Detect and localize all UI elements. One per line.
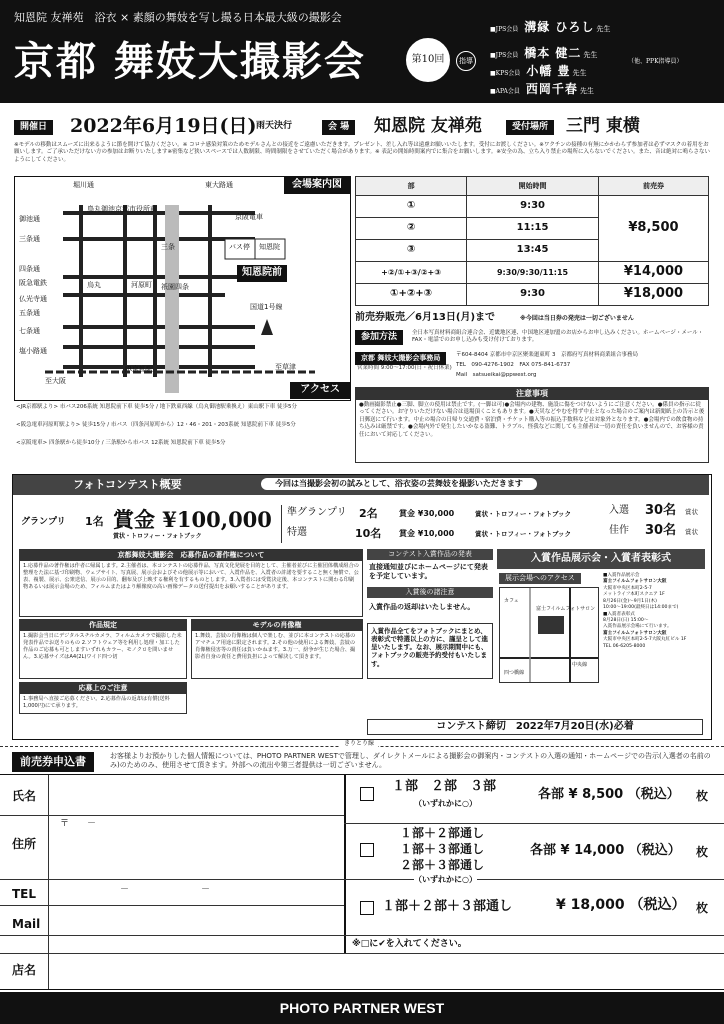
cell: 9:30 — [467, 284, 599, 306]
divider — [281, 505, 282, 543]
exhibit-detail: ■入賞者表彰式 — [603, 611, 635, 617]
field-label-address: 住所 — [12, 837, 37, 851]
exhibit-detail: 大阪市中央区本町2-5-7 — [603, 585, 652, 591]
exhibit-detail: 8月28日(日) 15:00〜 — [603, 617, 649, 623]
ks-count: 30名 — [645, 523, 677, 538]
check-note: ※□に✔を入れてください。 — [352, 939, 467, 949]
contest-subtitle: 今回は当撮影会初の試みとして、浴衣姿の芸舞妓を撮影いただきます — [261, 478, 537, 490]
ret-text: 入賞作品の返却はいたしません。 — [369, 603, 475, 611]
map-label: 烏丸 — [87, 281, 101, 289]
shop-input[interactable] — [52, 957, 712, 987]
divider — [0, 905, 344, 906]
office-hours: 営業時間 9:00〜17:00(日・祝日休業) — [357, 365, 452, 371]
edition-badge: 第10回 — [404, 36, 452, 84]
option3-text: １部＋２部＋３部通し — [382, 899, 513, 914]
model-title: モデルの肖像権 — [192, 620, 362, 631]
cell: ③ — [356, 240, 467, 262]
exhibit-detail: 10:00〜19:00(最終日は14:00まで) — [603, 605, 679, 611]
access-hankyu: <阪急電車河原町駅より> 徒歩15分 / 市バス（四条河原町から）12・46・201・203系統 知恩院前下車 徒歩5分 — [16, 422, 296, 428]
exhibit-detail: 富士フイルムフォトサロン大阪 — [603, 630, 667, 636]
option3-price: ¥ 18,000 （税込） — [556, 897, 686, 913]
field-label-name: 氏名 — [12, 789, 37, 803]
exhibit-map-label: 四つ橋線 — [504, 670, 525, 676]
gp-sub: 賞状・トロフィー・フォトブック — [113, 533, 202, 540]
th-time: 開始時間 — [467, 177, 599, 196]
option3-unit: 枚 — [696, 901, 709, 915]
shidou-badge: 指導 — [456, 51, 476, 71]
contest-title: フォトコンテスト概要 — [73, 478, 182, 491]
privacy-text: お客様よりお預かりした個人情報については、PHOTO PARTNER WESTで管理し、ダイレクトメールによる撮影会の御案内・コンテストの入選の通知・ホームページでの告示(入選者の名前のみ)のためのみ、使用させて頂きます。外部への流出や第三者提供は一切ございません。 — [110, 752, 711, 770]
map-label: 東大路通 — [205, 181, 233, 189]
office-tel: TEL 090-4276-1902 FAX 075-841-6737 — [456, 362, 571, 368]
divider — [0, 935, 724, 936]
model-box — [191, 619, 363, 679]
cell: ①+②+③ — [356, 284, 467, 306]
option1-unit: 枚 — [696, 789, 709, 803]
instructor: ■JPS会員 溝縁 ひろし 先生 — [490, 20, 611, 34]
map-label: 塩小路通 — [19, 347, 47, 355]
tel-input[interactable]: － － — [120, 885, 211, 895]
cautions-text: ●動画撮影禁止●三脚、脚立の使用は禁止です。(一脚は可)●会場内の建物、施設に傷をつけないようにご注意ください。●係員の指示に従ってください。お守りいただけない場合は退場頂くこともあります。●天災などやむを得ず中止となった場合のご案内は新聞紙上の告示と後日郵送にて行います。中止の場合の日帰り交通費・宿泊費・チケット購入等の振込手数料などは対象外となります。●会場内での飲食物の持ち込みは厳禁です。●会場内外で発生したいかなる盗難、トラブル、怪我などに関しても主催者は一切の責任を負いませんので、お客様の責任において対応してください。 — [359, 402, 705, 438]
address-input[interactable]: 〒 － — [60, 819, 97, 829]
instructor: ■KPS会員 小幡 豊 先生 — [490, 64, 587, 78]
exhibit-map — [499, 587, 599, 683]
book-text: 入賞作品全てをフォトブックにまとめ、表彰式で特選以上の方に、謹呈として進呈いたします。なお、展示期間中にも、フォトブックの販売予約受付もいたします。 — [367, 623, 493, 679]
field-label-mail: Mail — [12, 917, 41, 931]
notes-box — [19, 682, 187, 714]
sales-deadline: 前売券販売／6月13日(月)まで — [355, 312, 496, 323]
copyright-text: 1.応募作品の著作権は作者に帰属します。2.主催者は、本コンテストの応募作品、写真文化発展を目的として、主催者並びに主催団体構成組合の整理をた法に基づ印刷物、ウェブサイト、写真展、展示会およびその他展示等において、入賞作品を、入賞者の許諾を要すること無く無償で、公表、複製、展示、公衆送信、展示の目的、翻布及び上映する権利を有するものとします。3.入賞者には受賞決定後、本コンテストに関わる印刷物あるいは展示会場のため、フィルムまたはより解像度の高い画像データの送付提出をお願いすることがあります。 — [23, 563, 359, 591]
field-label-tel: TEL — [12, 887, 37, 901]
name-input[interactable] — [52, 779, 340, 811]
option2-price: 各部 ¥ 14,000 （税込） — [530, 843, 681, 858]
pub-title: コンテスト入賞作品の発表 — [367, 549, 493, 560]
map-label: 京阪電車 — [235, 213, 263, 221]
contest-deadline: コンテスト締切 2022年7月20日(水)必着 — [367, 719, 703, 735]
exhibit-detail: 8月26日(金)〜9月1日(木) — [603, 598, 657, 604]
ny-label: 入選 — [609, 505, 629, 516]
map-label: 河原町 — [131, 281, 152, 289]
rain-note: 雨天決行 — [256, 121, 293, 131]
form-title: 前売券申込書 — [12, 752, 94, 772]
contest-section — [12, 474, 712, 740]
ret-title: 入賞後の諸注意 — [367, 587, 493, 598]
venue-label: 会 場 — [322, 120, 355, 135]
exhibit-details — [603, 573, 711, 650]
mail-input[interactable] — [52, 909, 340, 933]
map-label: 五条通 — [19, 309, 40, 317]
gp-count: 1名 — [85, 515, 104, 528]
exhibit-detail: 大阪市中央区本町2-5-7大阪丸紅ビル 1F — [603, 637, 687, 643]
option3-checkbox[interactable] — [360, 901, 374, 915]
copyright-title: 京都舞妓大撮影会 応募作品の著作権について — [20, 550, 362, 561]
cut-line-label: きりとり線 — [340, 740, 378, 748]
schedule-table — [355, 176, 709, 306]
exhibit-title: 入賞作品展示会・入賞者表彰式 — [497, 549, 705, 569]
exhibit-detail: ■入賞作品展示会 — [603, 573, 640, 578]
sales-deadline-note: ※今回は当日券の発売は一切ございません — [520, 315, 634, 322]
cell: ① — [356, 196, 467, 218]
option2-list — [400, 825, 484, 873]
map-label: 至大阪 — [45, 377, 66, 385]
order-form — [0, 774, 724, 990]
event-date: 2022年6月19日(日) — [70, 115, 257, 137]
cell: ¥18,000 — [598, 284, 708, 306]
howto-label: 参加方法 — [355, 330, 403, 345]
jgp-label: 準グランプリ — [287, 507, 347, 518]
model-text: 1.舞妓、芸妓の肖像権は個人で楽しむ、並びに本コンテストの応募のアマチュア用途に限定されます。2.その他の使用による舞妓、芸妓の肖像権侵害等の責任は負いかねます。3.万一、紛争が生じた場合、撮影者自身の責任と費用負担によって解決して頂きます。 — [195, 633, 356, 661]
footer: PHOTO PARTNER WEST — [0, 992, 724, 1024]
divider — [344, 775, 346, 953]
divider — [0, 879, 724, 880]
gp-label: グランプリ — [21, 517, 66, 527]
option2-checkbox[interactable] — [360, 843, 374, 857]
howto-text: 全日本写真材料商組合連合会、近畿地区連、中国地区連加盟のお店からお申し込みください。ホームページ・メール・FAX・電話でのお申し込みも受け付けております。 — [412, 330, 704, 344]
sp-sub: 賞状・トロフィー・フォトブック — [475, 530, 572, 538]
exhibit-detail: TEL 06-6205-8000 — [603, 643, 646, 649]
option2-note: （いずれかに○） — [414, 875, 477, 884]
cell: 9:30/9:30/11:15 — [467, 262, 599, 284]
access-jr: <JR京都駅より> 市バス206系統 知恩院前下車 徒歩5分 / 地下鉄東西線（烏丸御池駅乗換え）東山駅下車 徒歩5分 — [16, 404, 298, 410]
option1-checkbox[interactable] — [360, 787, 374, 801]
cell: 11:15 — [467, 218, 599, 240]
field-label-shop: 店名 — [12, 963, 37, 977]
rules-title: 作品規定 — [20, 620, 186, 631]
exhibit-map-label: 富士フイルムフォトサロン — [536, 606, 596, 612]
ks-label: 佳作 — [609, 525, 629, 536]
map-label: 三条通 — [19, 235, 40, 243]
option1-note: （いずれかに○） — [414, 799, 477, 808]
map-label: 京都市役所前 — [115, 205, 157, 213]
reception-place: 三門 東横 — [566, 116, 640, 136]
access-keihan: <京阪電車> 四条駅から徒歩10分 / 三条駅から市バス 12系統 知恩院前下車 徒歩5分 — [16, 440, 226, 446]
access-title: アクセス — [290, 382, 350, 399]
office-label: 京都 舞妓大撮影会事務局 — [355, 352, 446, 365]
copyright-box — [19, 549, 363, 617]
page-title: 京都 舞妓大撮影会 — [14, 38, 366, 85]
map-label: バス停 — [229, 243, 250, 251]
map-label: 至草津 — [275, 363, 296, 371]
office-mail: Mail satsueikai@ppwest.org — [456, 372, 537, 378]
pub-text: 直接通知並びにホームページにて発表を予定しています。 — [369, 563, 488, 580]
notes-title: 応募上のご注意 — [20, 683, 186, 694]
option2-line: ２部＋３部通し — [400, 858, 485, 872]
divider — [0, 953, 724, 954]
office-address: 〒604-8404 京都市中京区聚楽廻東町 3 京都府写真材料商業組合事務局 — [456, 352, 638, 358]
map-label: 知恩院 — [259, 243, 280, 251]
cell: ¥14,000 — [598, 262, 708, 284]
tagline: 知恩院 友禅苑 浴衣 × 素顔の舞妓を写し撮る日本最大級の撮影会 — [14, 11, 342, 24]
th-price: 前売券 — [598, 177, 708, 196]
map-label: 鳥丸御池 — [87, 205, 115, 213]
exhibit-map-label: 中央線 — [572, 662, 588, 668]
rules-box — [19, 619, 187, 679]
cautions-box — [355, 387, 709, 463]
map-title: 会場案内図 — [284, 177, 350, 194]
venue-name: 知恩院 友禅苑 — [374, 116, 482, 136]
map-label: 四条通 — [19, 265, 40, 273]
sp-count: 10名 — [355, 527, 382, 540]
date-label: 開催日 — [14, 120, 53, 135]
map-label: JR京都駅 — [125, 365, 153, 373]
reception-label: 受付場所 — [506, 120, 554, 135]
exhibit-detail: メットライフ本町スクエア 1F — [603, 592, 665, 598]
map-label: 仏光寺通 — [19, 295, 47, 303]
map-label: 祇園四条 — [161, 283, 189, 291]
instructor: ■APA会員 西岡千春 先生 — [490, 82, 594, 96]
jgp-count: 2名 — [359, 507, 378, 520]
map-label: 七条通 — [19, 327, 40, 335]
exhibit-map-label: カフェ — [504, 598, 519, 604]
exhibit-detail: 富士フイルムフォトサロン大阪 — [603, 579, 667, 585]
notes-text: 1.事務局へ直接ご応募ください。2.応募作品の返却は有償(送料1,000円)にて承ります。 — [23, 696, 170, 710]
ny-sub: 賞状 — [685, 508, 698, 516]
map-label: 三条 — [161, 243, 175, 251]
map-label: 堀川通 — [73, 181, 94, 189]
option1-price: 各部 ¥ 8,500 （税込） — [538, 787, 680, 802]
divider — [344, 823, 724, 824]
option2-unit: 枚 — [696, 845, 709, 859]
instructor-extra: （他、PPK指導員） — [628, 58, 683, 65]
map-label: 阪急電鉄 — [19, 279, 47, 287]
jgp-prize: 賞金 ¥30,000 — [399, 509, 455, 518]
gp-prize: 賞金 ¥100,000 — [113, 507, 272, 532]
exhibit-detail: 入賞作品展示会場にて行います。 — [603, 624, 672, 630]
map-label: 国道1号線 — [250, 303, 283, 311]
sp-prize: 賞金 ¥10,000 — [399, 529, 455, 538]
cell: 9:30 — [467, 196, 599, 218]
divider — [0, 815, 344, 816]
exhibit-access: 展示会場へのアクセス — [499, 573, 581, 584]
cell: +②/①+③/②+③ — [356, 262, 467, 284]
cell: 13:45 — [467, 240, 599, 262]
top-notice: ※モデルの移動はスムーズに出来るように節を開けて協力ください。※ コロナ感染対策のためモデルさんとの接近をご遠慮いただきます。プレゼント、差し入れ等は遠慮お願いいたします。受付にお渡しください。※ワクチンの接種の有無にかかわらず参加者は必ずマスクの着用をお願いします。ご了承いただけない方の参加はお断りいたします※密集など狭いスペースでは人数制限、時間制限をさせていただく場合があります。※ 表記の開始時間案内でに集合をお願いします。※安全の為、立ち入り禁止の場所に入らないでください。また、音は絶対に鳴らさないようにしてください。 — [14, 142, 710, 163]
option2-line: １部＋２部通し — [400, 826, 485, 840]
cautions-title: 注意事項 — [356, 388, 708, 400]
header-banner — [0, 0, 724, 103]
venue-map — [14, 176, 351, 401]
jgp-sub: 賞状・トロフィー・フォトブック — [475, 510, 572, 518]
rules-text: 1.撮影会当日にデジタルスチルカメラ、フィルムカメラで撮影した未発表作品でお送りのもの 2.ソフトウェア等を利用し処理・加工した作品のご応募も可としますいずれもカラー、モノクロを問いません。3.応募サイズはA4(2L)ワイド四つ切 — [23, 633, 182, 661]
cell: ¥8,500 — [598, 196, 708, 262]
option1-text: １部 ２部 ３部 — [392, 779, 497, 794]
instructor: ■JPS会員 橋本 健二 先生 — [490, 46, 598, 60]
option2-line: １部＋３部通し — [400, 842, 485, 856]
divider — [48, 775, 49, 989]
cell: ② — [356, 218, 467, 240]
ny-count: 30名 — [645, 503, 677, 518]
sp-label: 特選 — [287, 527, 307, 538]
venue-marker: 知恩院前 — [237, 265, 287, 282]
ks-sub: 賞状 — [685, 528, 698, 536]
map-label: 御池通 — [19, 215, 40, 223]
th-part: 部 — [356, 177, 467, 196]
